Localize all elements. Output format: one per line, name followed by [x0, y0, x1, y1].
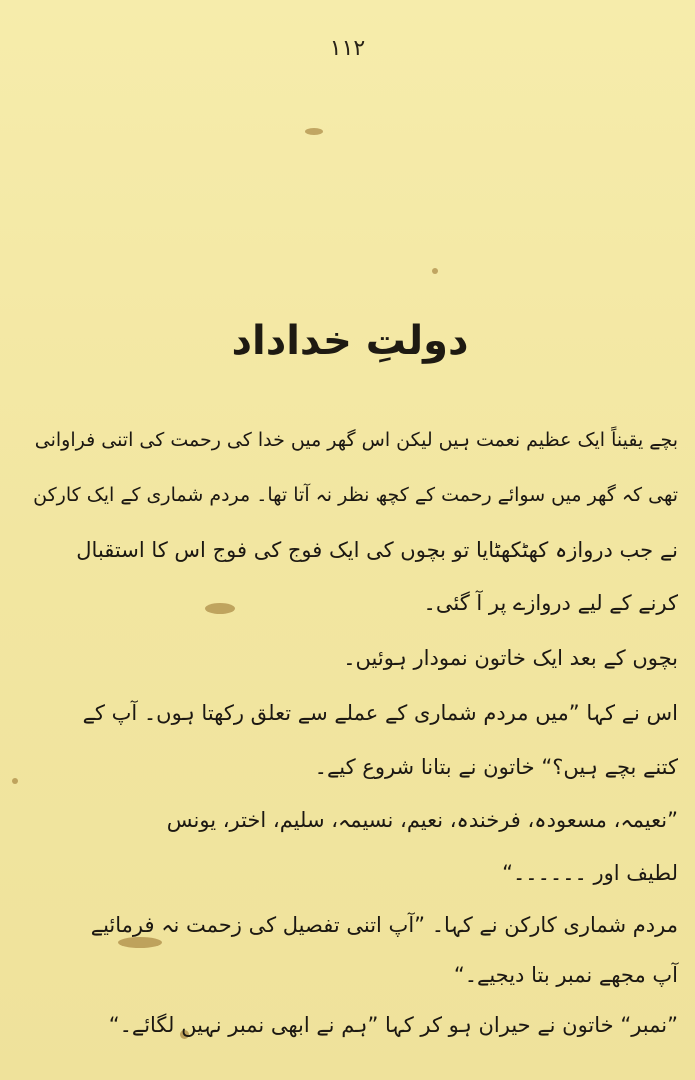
text-line: کرنے کے لیے دروازے پر آ گئی۔ [423, 591, 678, 615]
ink-stain [305, 128, 323, 135]
text-line: آپ مجھے نمبر بتا دیجیے۔“ [453, 963, 678, 987]
ink-stain [12, 778, 18, 784]
text-line: بچے یقیناً ایک عظیم نعمت ہیں لیکن اس گھر میں خدا کی رحمت کی اتنی فراوانی [34, 429, 678, 451]
text-line: بچوں کے بعد ایک خاتون نمودار ہوئیں۔ [343, 646, 678, 670]
text-line: اس نے کہا ”میں مردم شماری کے عملے سے تعلق رکھتا ہوں۔ آپ کے [82, 701, 678, 725]
chapter-title: دولتِ خداداد [231, 318, 469, 364]
text-line: مردم شماری کارکن نے کہا۔ ”آپ اتنی تفصیل کی زحمت نہ فرمائیے [90, 913, 678, 937]
text-line: نے جب دروازہ کھٹکھٹایا تو بچوں کی ایک فوج کی فوج اس کا استقبال [76, 538, 678, 562]
page-number: ۱۱۲ [329, 36, 366, 61]
ink-stain [205, 603, 235, 614]
text-line: لطیف اور ۔۔۔۔۔۔“ [502, 861, 678, 885]
text-line: ”نمبر“ خاتون نے حیران ہو کر کہا ”ہم نے ابھی نمبر نہیں لگائے۔“ [108, 1013, 678, 1037]
ink-stain [432, 268, 438, 274]
text-line: کتنے بچے ہیں؟“ خاتون نے بتانا شروع کیے۔ [314, 755, 678, 779]
text-line: تھی کہ گھر میں سوائے رحمت کے کچھ نظر نہ آتا تھا۔ مردم شماری کے ایک کارکن [33, 484, 678, 506]
text-line: ”نعیمہ، مسعودہ، فرخندہ، نعیم، نسیمہ، سلیم، اختر، یونس [166, 808, 678, 832]
